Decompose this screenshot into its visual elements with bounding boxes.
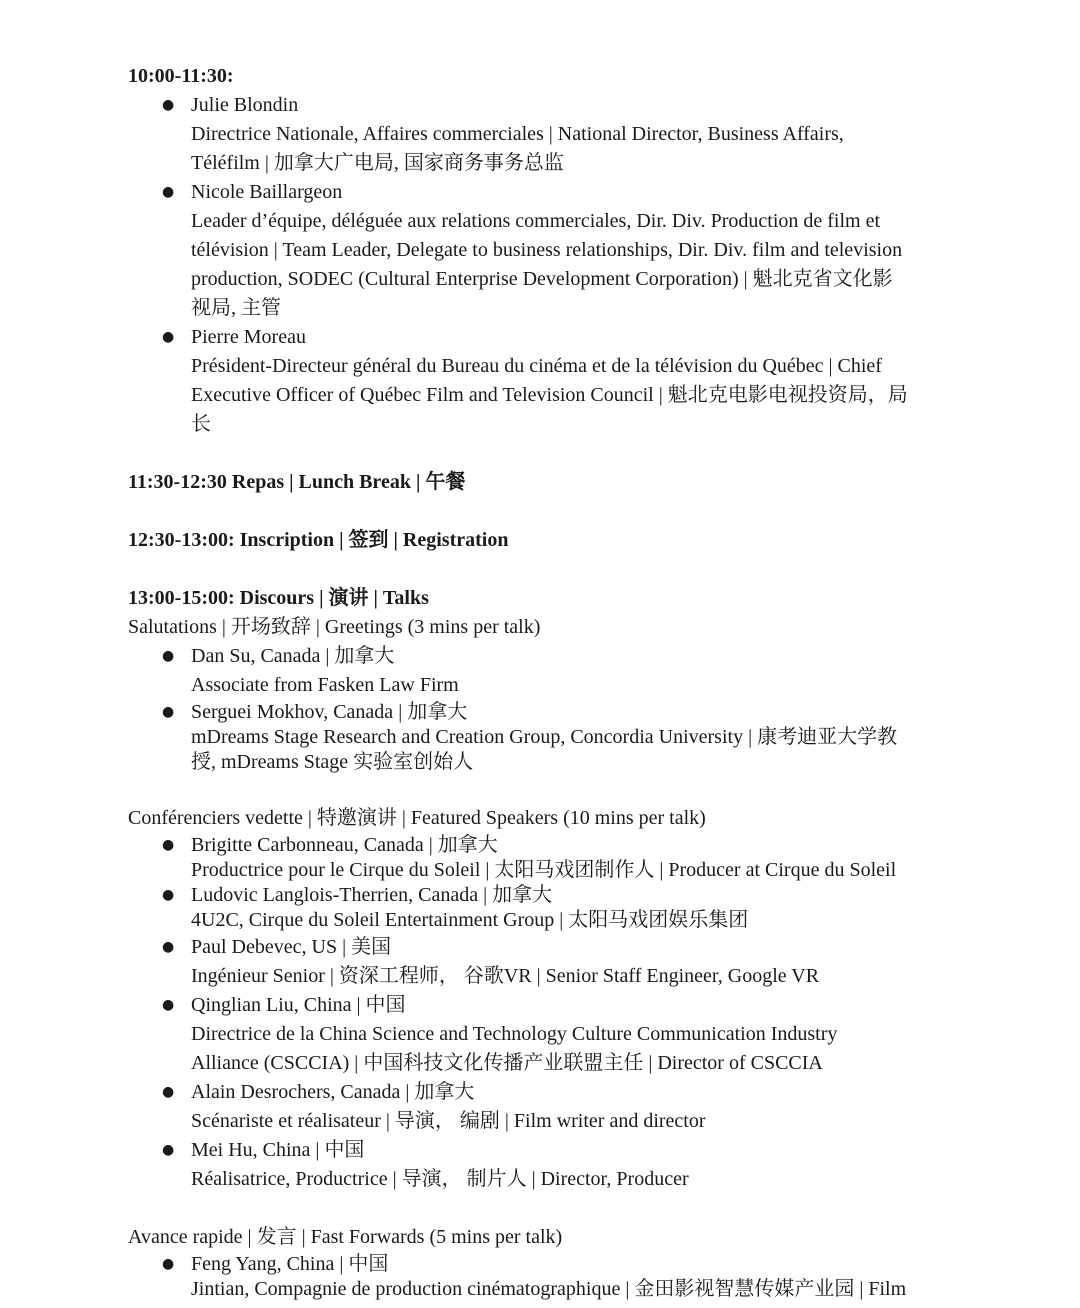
speaker-role: production, SODEC (Cultural Enterprise Development Corporation) | 魁北克省文化影 xyxy=(191,268,893,290)
speaker-role: Président-Directeur général du Bureau du cinéma et de la télévision du Québec | Chief xyxy=(191,355,882,377)
speaker-role: Téléfilm | 加拿大广电局, 国家商务事务总监 xyxy=(191,152,564,174)
speaker-role: 视局, 主管 xyxy=(191,297,281,319)
speaker-item xyxy=(128,642,968,700)
speaker-item xyxy=(128,883,968,933)
speaker-name: Feng Yang, China | 中国 xyxy=(191,1253,389,1275)
speaker-item xyxy=(128,700,968,775)
fastforward-list xyxy=(128,1252,968,1302)
greetings-list xyxy=(128,642,968,775)
featured-label: Conférenciers vedette | 特邀演讲 | Featured Speakers (10 mins per talk) xyxy=(128,807,706,829)
speaker-item xyxy=(128,833,968,883)
speaker-item xyxy=(128,91,968,178)
speaker-name: Nicole Baillargeon xyxy=(191,181,343,203)
fastforward-label: Avance rapide | 发言 | Fast Forwards (5 mins per talk) xyxy=(128,1226,563,1248)
speaker-item xyxy=(128,1078,968,1136)
bullet-icon: ● xyxy=(162,887,175,903)
bullet-icon: ● xyxy=(162,1084,175,1100)
bullet-icon: ● xyxy=(162,329,175,345)
speaker-item xyxy=(128,991,968,1078)
speaker-role: mDreams Stage Research and Creation Group, Concordia University | 康考迪亚大学教 xyxy=(191,726,898,748)
block1-speaker-list xyxy=(128,91,968,439)
bullet-icon: ● xyxy=(162,1142,175,1158)
speaker-name: Brigitte Carbonneau, Canada | 加拿大 xyxy=(191,834,498,856)
bullet-icon: ● xyxy=(162,704,175,720)
time-heading-1000: 10:00-11:30: xyxy=(128,65,234,87)
speaker-role: 长 xyxy=(191,413,211,435)
speaker-item xyxy=(128,178,968,323)
speaker-role: Directrice Nationale, Affaires commerciales | National Director, Business Affairs, xyxy=(191,123,844,145)
speaker-role: Executive Officer of Québec Film and Television Council | 魁北克电影电视投资局，局 xyxy=(191,384,908,406)
registration-heading: 12:30-13:00: Inscription | 签到 | Registration xyxy=(128,529,509,551)
speaker-item xyxy=(128,1136,968,1194)
greetings-label: Salutations | 开场致辞 | Greetings (3 mins per talk) xyxy=(128,616,541,638)
speaker-name: Qinglian Liu, China | 中国 xyxy=(191,994,406,1016)
speaker-item xyxy=(128,1252,968,1302)
featured-list xyxy=(128,833,968,1194)
speaker-role: Réalisatrice, Productrice | 导演， 制片人 | Director, Producer xyxy=(191,1168,689,1190)
speaker-role: Scénariste et réalisateur | 导演， 编剧 | Film writer and director xyxy=(191,1110,706,1132)
speaker-name: Mei Hu, China | 中国 xyxy=(191,1139,365,1161)
speaker-role: Leader d’équipe, déléguée aux relations commerciales, Dir. Div. Production de film et xyxy=(191,210,881,232)
speaker-role: Directrice de la China Science and Technology Culture Communication Industry xyxy=(191,1023,838,1045)
bullet-icon: ● xyxy=(162,837,175,853)
talks-heading: 13:00-15:00: Discours | 演讲 | Talks xyxy=(128,587,429,609)
speaker-role: 4U2C, Cirque du Soleil Entertainment Group | 太阳马戏团娱乐集团 xyxy=(191,909,749,931)
speaker-name: Alain Desrochers, Canada | 加拿大 xyxy=(191,1081,475,1103)
speaker-name: Paul Debevec, US | 美国 xyxy=(191,936,392,958)
bullet-icon: ● xyxy=(162,1256,175,1272)
speaker-item xyxy=(128,933,968,991)
speaker-role: télévision | Team Leader, Delegate to business relationships, Dir. Div. film and television xyxy=(191,239,903,261)
bullet-icon: ● xyxy=(162,997,175,1013)
speaker-name: Julie Blondin xyxy=(191,94,299,116)
speaker-role: Ingénieur Senior | 资深工程师， 谷歌VR | Senior Staff Engineer, Google VR xyxy=(191,965,820,987)
agenda-document xyxy=(128,62,968,1302)
bullet-icon: ● xyxy=(162,184,175,200)
speaker-name: Serguei Mokhov, Canada | 加拿大 xyxy=(191,701,468,723)
speaker-name: Ludovic Langlois-Therrien, Canada | 加拿大 xyxy=(191,884,553,906)
lunch-heading: 11:30-12:30 Repas | Lunch Break | 午餐 xyxy=(128,471,466,493)
speaker-name: Pierre Moreau xyxy=(191,326,306,348)
speaker-role: Associate from Fasken Law Firm xyxy=(191,674,459,696)
speaker-role: Jintian, Compagnie de production cinématographique | 金田影视智慧传媒产业园 | Film xyxy=(191,1278,907,1300)
bullet-icon: ● xyxy=(162,648,175,664)
speaker-item xyxy=(128,323,968,439)
speaker-role: 授, mDreams Stage 实验室创始人 xyxy=(191,751,474,773)
speaker-role: Productrice pour le Cirque du Soleil | 太阳马戏团制作人 | Producer at Cirque du Soleil xyxy=(191,859,897,881)
speaker-name: Dan Su, Canada | 加拿大 xyxy=(191,645,395,667)
bullet-icon: ● xyxy=(162,939,175,955)
bullet-icon: ● xyxy=(162,97,175,113)
speaker-role: Alliance (CSCCIA) | 中国科技文化传播产业联盟主任 | Director of CSCCIA xyxy=(191,1052,823,1074)
